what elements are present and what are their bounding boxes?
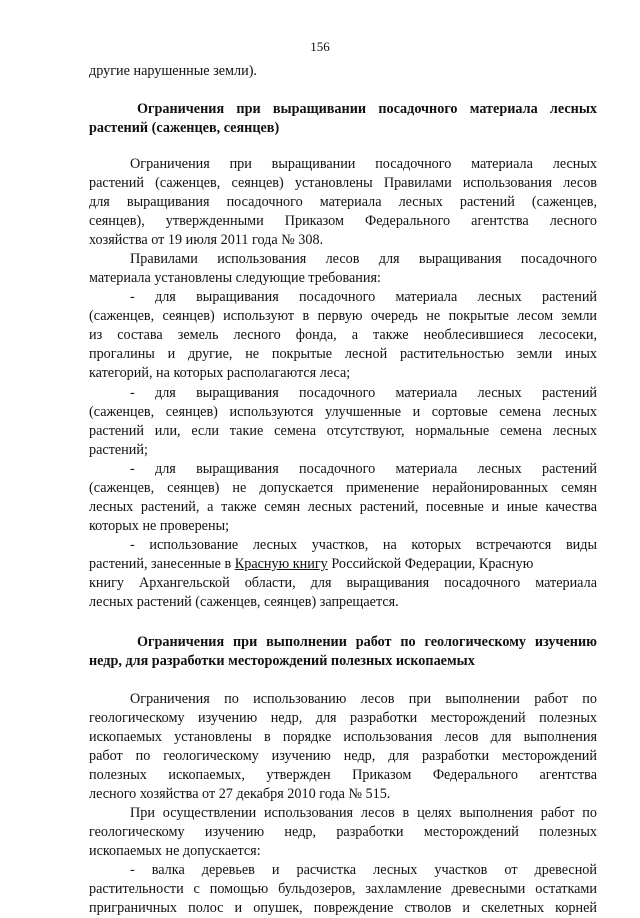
text-line: растений; — [89, 442, 148, 458]
list-item-line: - использование лесных участков, на которых встречаются виды — [130, 537, 597, 553]
text-line: материала установлены следующие требования: — [89, 270, 381, 286]
text-line: работ по геологическому изучению недр, для разработки месторождений — [89, 748, 597, 764]
red-book-link[interactable]: Красную книгу — [234, 556, 328, 572]
text-line: категорий, на которых располагаются леса; — [89, 365, 351, 381]
section-heading: недр, для разработки месторождений полезных ископаемых — [89, 653, 475, 669]
text-line: лесных растений (саженцев, сеянцев) запрещается. — [89, 594, 399, 610]
text-line: (саженцев, сеянцев) используются улучшенные и сортовые семена лесных — [89, 404, 597, 420]
text-line — [89, 555, 597, 574]
text-line: из состава земель лесного фонда, а также необлесившиеся лесосеки, — [89, 327, 597, 343]
text-line: для выращивания посадочного материала лесных растений (саженцев, — [89, 194, 597, 210]
text-line: (саженцев, сеянцев) не допускается применение нерайонированных семян — [89, 480, 597, 496]
text-line: При осуществлении использования лесов в целях выполнения работ по — [130, 805, 597, 821]
text-line: геологическому изучению недр, для разработки месторождений полезных — [89, 710, 597, 726]
page-number: 156 — [310, 39, 330, 54]
text-line: Ограничения при выращивании посадочного материала лесных — [130, 156, 597, 172]
text-line: Ограничения по использованию лесов при выполнении работ по — [130, 691, 597, 707]
section-heading: Ограничения при выращивании посадочного материала лесных — [137, 101, 597, 117]
text-line: полезных ископаемых, утвержден Приказом Федерального агентства — [89, 767, 597, 783]
text-line: геологическому изучению недр, разработки месторождений полезных — [89, 824, 597, 840]
text-line: приграничных полос и опушек, повреждение стволов и скелетных корней — [89, 900, 597, 916]
text-run: растений, занесенные в — [89, 556, 232, 572]
text-line: лесного хозяйства от 27 декабря 2010 года № 515. — [89, 786, 391, 802]
text-line: книгу Архангельской области, для выращивания посадочного материала — [89, 575, 597, 591]
text-line: ископаемых не допускается: — [89, 843, 261, 859]
text-run: Российской Федерации, Красную — [331, 556, 534, 572]
text-line: сеянцев), утвержденными Приказом Федерального агентства лесного — [89, 213, 597, 229]
text-line: лесных растений, а также семян лесных растений, посевные и иные качества — [89, 499, 597, 515]
text-line: прогалины и другие, не покрытые лесной растительностью земли иных — [89, 346, 597, 362]
section-heading: Ограничения при выполнении работ по геологическому изучению — [137, 634, 597, 650]
list-item-line: - для выращивания посадочного материала лесных растений — [130, 461, 597, 477]
section-heading: растений (саженцев, сеянцев) — [89, 120, 280, 136]
list-item-line: - валка деревьев и расчистка лесных участков от древесной — [130, 862, 597, 878]
text-line: растительности с помощью бульдозеров, захламление древесными остатками — [89, 881, 597, 897]
text-line: ископаемых установлены в порядке использования лесов для выполнения — [89, 729, 597, 745]
text-line: которых не проверены; — [89, 518, 230, 534]
text-line: растений (саженцев, сеянцев) установлены Правилами использования лесов — [89, 175, 597, 191]
text-line: Правилами использования лесов для выращивания посадочного — [130, 251, 597, 267]
list-item-line: - для выращивания посадочного материала лесных растений — [130, 385, 597, 401]
text-line: растений или, если такие семена отсутствуют, нормальные семена лесных — [89, 423, 597, 439]
list-item-line: - для выращивания посадочного материала лесных растений — [130, 289, 597, 305]
text-line: хозяйства от 19 июля 2011 года № 308. — [89, 232, 324, 248]
text-line: (саженцев, сеянцев) используют в первую очередь не покрытые лесом земли — [89, 308, 597, 324]
text-line: другие нарушенные земли). — [89, 63, 257, 79]
